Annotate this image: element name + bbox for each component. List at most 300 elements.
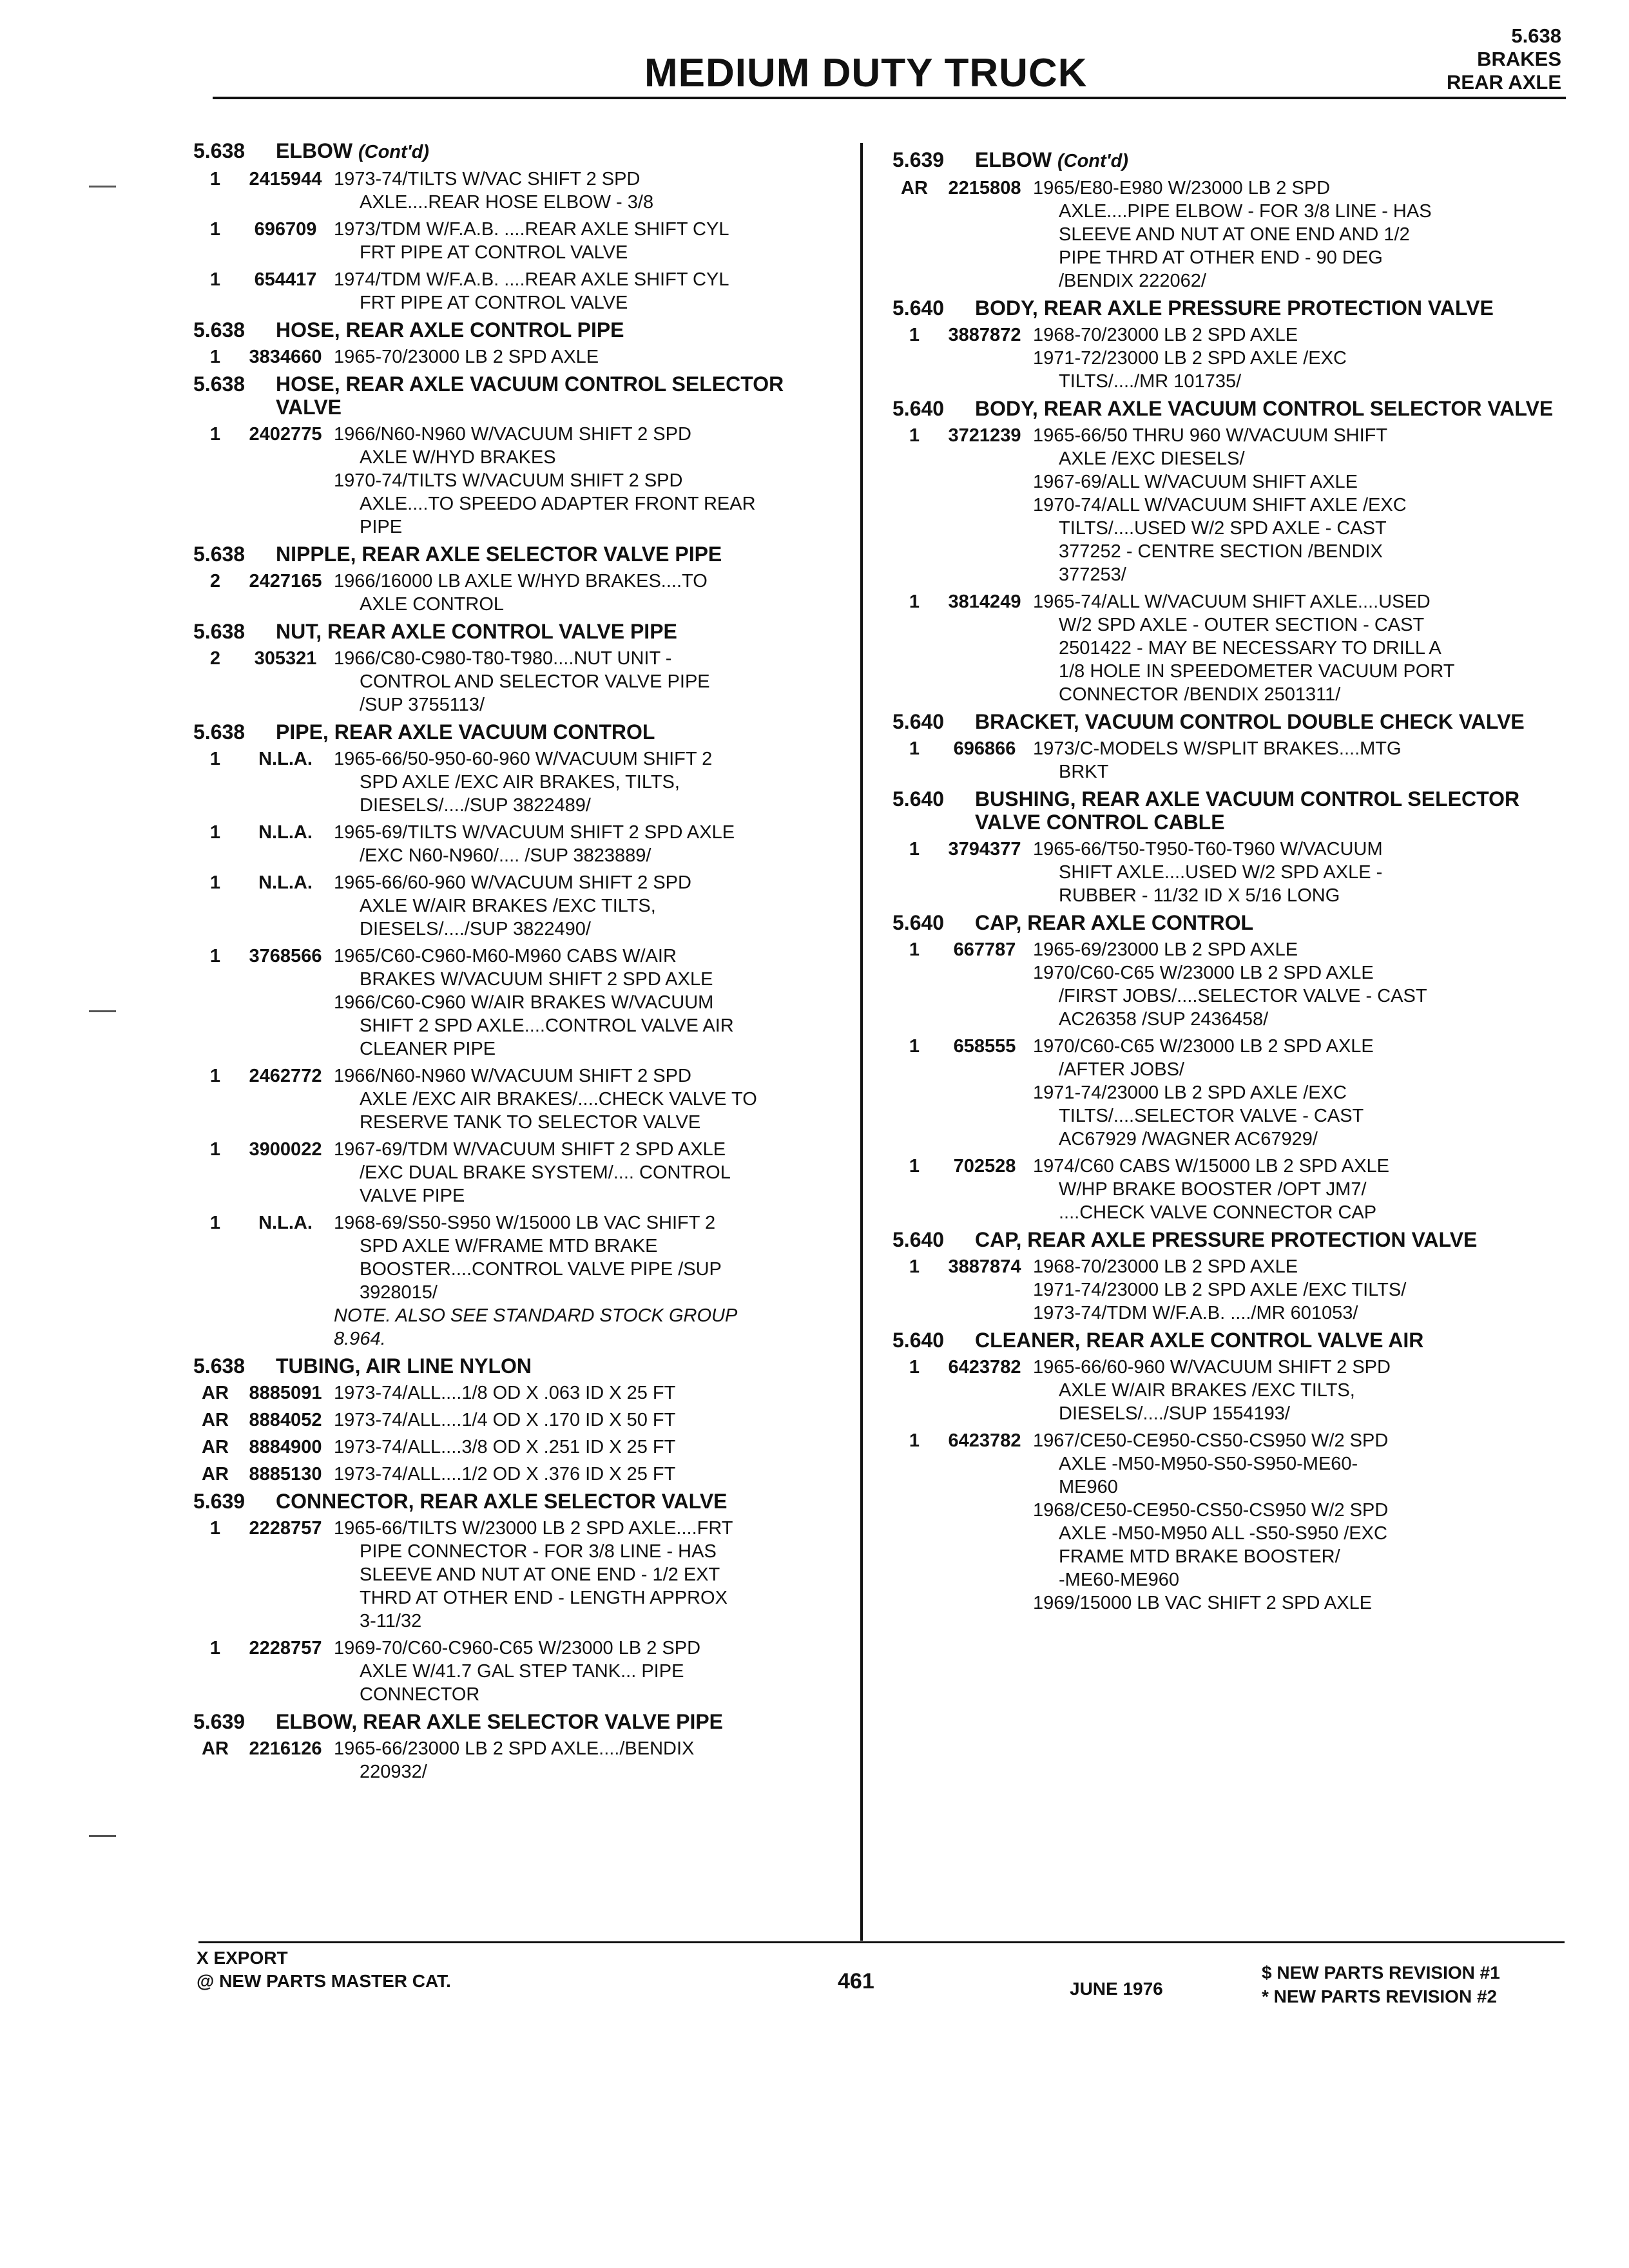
catalog-section <box>892 1228 1563 1325</box>
section-title <box>193 1490 851 1513</box>
header-section-code: 5.638 <box>1511 24 1561 47</box>
description-line: 1973-74/ALL....1/4 OD X .170 ID X 50 FT <box>334 1410 676 1430</box>
description-line: AXLE W/AIR BRAKES /EXC TILTS, <box>360 896 656 916</box>
part-quantity: 1 <box>209 1066 221 1086</box>
section-title <box>193 543 851 566</box>
part-number: 2415944 <box>249 169 322 189</box>
part-number: 696866 <box>953 738 1016 759</box>
part-description <box>334 647 851 716</box>
section-number: 5.639 <box>892 148 945 171</box>
part-entry <box>193 1211 851 1350</box>
part-description <box>1033 590 1563 706</box>
description-line: 1965-66/60-960 W/VACUUM SHIFT 2 SPD <box>334 872 691 893</box>
section-title <box>892 787 1563 834</box>
section-name <box>276 139 851 164</box>
description-line: 1968/CE50-CE950-CS50-CS950 W/2 SPD <box>1033 1500 1389 1521</box>
description-line: CONTROL AND SELECTOR VALVE PIPE <box>360 671 710 692</box>
part-description <box>1033 838 1563 907</box>
description-line: 1965-66/50-950-60-960 W/VACUUM SHIFT 2 <box>334 749 713 769</box>
description-line: AXLE W/41.7 GAL STEP TANK... PIPE <box>360 1661 684 1682</box>
section-name <box>276 1354 851 1378</box>
catalog-section <box>193 720 851 1350</box>
header-section-info <box>1447 24 1561 94</box>
part-entry <box>193 747 851 817</box>
description-line: 2501422 - MAY BE NECESSARY TO DRILL A <box>1059 638 1441 658</box>
part-entry <box>892 590 1563 706</box>
part-description <box>334 1408 851 1432</box>
description-line: DIESELS/..../SUP 3822489/ <box>360 795 591 816</box>
section-number: 5.638 <box>193 1354 246 1378</box>
part-entry <box>193 945 851 1061</box>
section-name <box>975 710 1563 733</box>
section-title <box>892 296 1563 320</box>
description-line: 1974/TDM W/F.A.B. ....REAR AXLE SHIFT CYL <box>334 269 729 290</box>
catalog-section <box>892 148 1563 293</box>
section-name <box>975 1228 1563 1251</box>
section-name <box>276 720 851 744</box>
part-description <box>1033 938 1563 1031</box>
part-entry <box>193 345 851 369</box>
part-number: N.L.A. <box>258 749 313 769</box>
description-line: FRAME MTD BRAKE BOOSTER/ <box>1059 1546 1340 1567</box>
section-name <box>276 543 851 566</box>
catalog-section <box>892 911 1563 1224</box>
section-number: 5.639 <box>193 1710 246 1733</box>
left-column <box>193 135 851 1787</box>
part-number: 8885091 <box>249 1383 322 1403</box>
part-entry <box>892 838 1563 907</box>
description-line: W/HP BRAKE BOOSTER /OPT JM7/ <box>1059 1179 1367 1200</box>
section-number: 5.639 <box>193 1490 246 1513</box>
description-line: RESERVE TANK TO SELECTOR VALVE <box>360 1112 701 1133</box>
part-quantity: 1 <box>209 1139 221 1160</box>
description-line: VALVE PIPE <box>360 1186 465 1206</box>
description-line: AXLE /EXC DIESELS/ <box>1059 448 1245 469</box>
description-line: 1966/16000 LB AXLE W/HYD BRAKES....TO <box>334 571 708 591</box>
description-line: DIESELS/..../SUP 1554193/ <box>1059 1403 1290 1424</box>
description-line: 1970/C60-C65 W/23000 LB 2 SPD AXLE <box>1033 1036 1374 1057</box>
part-quantity: 1 <box>209 347 221 367</box>
description-line: ME960 <box>1059 1477 1118 1497</box>
part-quantity: 1 <box>209 269 221 290</box>
section-name-text: HOSE, REAR AXLE CONTROL PIPE <box>276 318 624 341</box>
part-number: 6423782 <box>948 1430 1021 1451</box>
section-title <box>193 620 851 643</box>
part-quantity: 1 <box>909 738 920 759</box>
section-number: 5.640 <box>892 710 945 733</box>
part-description <box>1033 1255 1563 1325</box>
description-line: 1973/C-MODELS W/SPLIT BRAKES....MTG <box>1033 738 1402 759</box>
footer-revision-1: $ NEW PARTS REVISION #1 <box>1262 1963 1500 1983</box>
section-name <box>276 1710 851 1733</box>
description-line: 1965-66/TILTS W/23000 LB 2 SPD AXLE....FRT <box>334 1518 733 1539</box>
part-description <box>334 1517 851 1633</box>
part-quantity: 1 <box>909 1357 920 1378</box>
description-line: /EXC DUAL BRAKE SYSTEM/.... CONTROL <box>360 1162 731 1183</box>
description-line: 1965-70/23000 LB 2 SPD AXLE <box>334 347 599 367</box>
description-line: 1965-74/ALL W/VACUUM SHIFT AXLE....USED <box>1033 591 1431 612</box>
part-description <box>334 268 851 314</box>
catalog-section <box>892 397 1563 706</box>
description-line: 1970/C60-C65 W/23000 LB 2 SPD AXLE <box>1033 963 1374 983</box>
part-description <box>334 945 851 1061</box>
part-entry <box>892 177 1563 293</box>
part-quantity: AR <box>202 1383 229 1403</box>
part-quantity: AR <box>901 178 928 198</box>
section-name-text: PIPE, REAR AXLE VACUUM CONTROL <box>276 720 655 744</box>
footer-master-note: @ NEW PARTS MASTER CAT. <box>197 1971 451 1991</box>
section-name <box>276 372 851 419</box>
part-description <box>334 423 851 539</box>
part-description <box>334 1436 851 1459</box>
description-line: 220932/ <box>360 1762 427 1782</box>
part-description <box>334 1211 851 1350</box>
section-name-text: ELBOW <box>276 139 353 162</box>
part-entry <box>193 871 851 941</box>
part-description <box>1033 737 1563 783</box>
description-line: /SUP 3755113/ <box>360 695 485 715</box>
description-line: 1/8 HOLE IN SPEEDOMETER VACUUM PORT <box>1059 661 1455 682</box>
description-line: 1965-69/23000 LB 2 SPD AXLE <box>1033 939 1298 960</box>
section-title <box>193 139 851 164</box>
description-line: 1965-66/60-960 W/VACUUM SHIFT 2 SPD <box>1033 1357 1391 1378</box>
part-entry <box>193 647 851 716</box>
description-line: 1973-74/ALL....1/2 OD X .376 ID X 25 FT <box>334 1464 676 1485</box>
section-title <box>892 1329 1563 1352</box>
description-line: FRT PIPE AT CONTROL VALVE <box>360 293 628 313</box>
part-quantity: 1 <box>909 591 920 612</box>
description-line: PIPE THRD AT OTHER END - 90 DEG <box>1059 247 1383 268</box>
section-name <box>975 911 1563 934</box>
catalog-section <box>193 620 851 716</box>
part-quantity: 1 <box>209 749 221 769</box>
section-name <box>276 318 851 341</box>
description-line: 1970-74/TILTS W/VACUUM SHIFT 2 SPD <box>334 470 683 491</box>
part-quantity: 1 <box>209 169 221 189</box>
section-name-text: CAP, REAR AXLE PRESSURE PROTECTION VALVE <box>975 1228 1478 1251</box>
part-number: 8885130 <box>249 1464 322 1485</box>
description-line: 377253/ <box>1059 564 1126 585</box>
part-quantity: 1 <box>909 425 920 446</box>
part-number: N.L.A. <box>258 872 313 893</box>
section-number: 5.640 <box>892 911 945 934</box>
description-line: 1973-74/ALL....1/8 OD X .063 ID X 25 FT <box>334 1383 676 1403</box>
description-line: AXLE W/AIR BRAKES /EXC TILTS, <box>1059 1380 1355 1401</box>
part-entry <box>193 218 851 264</box>
part-number: N.L.A. <box>258 1213 313 1233</box>
catalog-section <box>193 318 851 369</box>
part-quantity: 1 <box>909 839 920 860</box>
section-title <box>892 148 1563 173</box>
description-line: AXLE....PIPE ELBOW - FOR 3/8 LINE - HAS <box>1059 201 1432 222</box>
part-description <box>334 1064 851 1134</box>
part-number: 2215808 <box>948 178 1021 198</box>
part-description <box>1033 1155 1563 1224</box>
part-entry <box>892 1035 1563 1151</box>
part-description <box>334 1737 851 1783</box>
section-number: 5.638 <box>193 139 246 162</box>
description-line: 1965/E80-E980 W/23000 LB 2 SPD <box>1033 178 1331 198</box>
description-line: 3928015/ <box>360 1282 438 1303</box>
part-description <box>334 1381 851 1405</box>
section-number: 5.640 <box>892 397 945 420</box>
part-number: N.L.A. <box>258 822 313 843</box>
description-line: FRT PIPE AT CONTROL VALVE <box>360 242 628 263</box>
description-line: 1968-69/S50-S950 W/15000 LB VAC SHIFT 2 <box>334 1213 716 1233</box>
column-divider <box>860 143 863 1941</box>
header-category: BRAKES <box>1477 48 1561 70</box>
part-quantity: 1 <box>209 1638 221 1658</box>
section-name <box>975 1329 1563 1352</box>
part-number: 702528 <box>953 1156 1016 1177</box>
part-quantity: 1 <box>909 1156 920 1177</box>
description-line: CONNECTOR /BENDIX 2501311/ <box>1059 684 1341 705</box>
part-entry <box>193 168 851 214</box>
part-entry <box>193 1737 851 1783</box>
description-line: 1973/TDM W/F.A.B. ....REAR AXLE SHIFT CYL <box>334 219 729 240</box>
part-entry <box>193 1064 851 1134</box>
part-number: 3887874 <box>948 1256 1021 1277</box>
margin-tick <box>89 1010 116 1012</box>
section-title <box>193 720 851 744</box>
part-number: 3887872 <box>948 325 1021 345</box>
section-name <box>975 296 1563 320</box>
description-line: 1968-70/23000 LB 2 SPD AXLE <box>1033 1256 1298 1277</box>
description-line: -ME60-ME960 <box>1059 1570 1179 1590</box>
part-entry <box>892 737 1563 783</box>
section-number: 5.638 <box>193 372 246 396</box>
part-description <box>334 871 851 941</box>
section-number: 5.638 <box>193 620 246 643</box>
description-line: 1967/CE50-CE950-CS50-CS950 W/2 SPD <box>1033 1430 1389 1451</box>
description-line: TILTS/....SELECTOR VALVE - CAST <box>1059 1106 1364 1126</box>
part-quantity: AR <box>202 1464 229 1485</box>
part-quantity: 1 <box>209 1518 221 1539</box>
page-number: 461 <box>838 1969 874 1994</box>
description-line: 1971-72/23000 LB 2 SPD AXLE /EXC <box>1033 348 1347 369</box>
part-entry <box>193 1436 851 1459</box>
description-line: 1965-66/T50-T950-T60-T960 W/VACUUM <box>1033 839 1383 860</box>
part-number: 654417 <box>254 269 317 290</box>
section-name-text: BODY, REAR AXLE PRESSURE PROTECTION VALVE <box>975 296 1494 320</box>
part-description <box>1033 1356 1563 1425</box>
section-name-text: BUSHING, REAR AXLE VACUUM CONTROL SELECTOR VALVE CONTROL CABLE <box>975 787 1520 834</box>
part-entry <box>193 268 851 314</box>
part-number: 8884052 <box>249 1410 322 1430</box>
part-entry <box>892 938 1563 1031</box>
part-number: 3834660 <box>249 347 322 367</box>
part-quantity: 1 <box>209 1213 221 1233</box>
description-line: PIPE CONNECTOR - FOR 3/8 LINE - HAS <box>360 1541 717 1562</box>
description-line: 1973-74/TILTS W/VAC SHIFT 2 SPD <box>334 169 641 189</box>
part-quantity: 1 <box>909 1256 920 1277</box>
footer-date: JUNE 1976 <box>1070 1979 1163 1999</box>
part-entry <box>892 323 1563 393</box>
section-name-text: TUBING, AIR LINE NYLON <box>276 1354 532 1378</box>
part-number: 658555 <box>953 1036 1016 1057</box>
description-line: BOOSTER....CONTROL VALVE PIPE /SUP <box>360 1259 722 1280</box>
description-line: TILTS/..../MR 101735/ <box>1059 371 1242 392</box>
description-line: /EXC N60-N960/.... /SUP 3823889/ <box>360 845 651 866</box>
description-line: 1969/15000 LB VAC SHIFT 2 SPD AXLE <box>1033 1593 1373 1613</box>
section-number: 5.640 <box>892 1228 945 1251</box>
section-name-suffix: (Cont'd) <box>1057 151 1128 171</box>
catalog-section <box>193 543 851 616</box>
part-entry <box>193 1637 851 1706</box>
description-line: AXLE -M50-M950-S50-S950-ME60- <box>1059 1454 1358 1474</box>
catalog-section <box>892 1329 1563 1615</box>
part-quantity: AR <box>202 1410 229 1430</box>
description-note: 8.964. <box>334 1329 386 1349</box>
part-quantity: 1 <box>209 219 221 240</box>
part-entry <box>892 1429 1563 1615</box>
description-line: BRKT <box>1059 762 1109 782</box>
part-entry <box>193 570 851 616</box>
part-description <box>1033 424 1563 586</box>
description-line: AXLE /EXC AIR BRAKES/....CHECK VALVE TO <box>360 1089 757 1110</box>
right-column <box>892 144 1563 1619</box>
part-quantity: 1 <box>209 424 221 445</box>
section-name-text: ELBOW, REAR AXLE SELECTOR VALVE PIPE <box>276 1710 724 1733</box>
part-quantity: 1 <box>909 1036 920 1057</box>
description-line: 1969-70/C60-C960-C65 W/23000 LB 2 SPD <box>334 1638 701 1658</box>
section-name-text: NUT, REAR AXLE CONTROL VALVE PIPE <box>276 620 677 643</box>
description-line: 1973-74/TDM W/F.A.B. ..../MR 601053/ <box>1033 1303 1358 1323</box>
section-name-text: BODY, REAR AXLE VACUUM CONTROL SELECTOR VALVE <box>975 397 1554 420</box>
part-description <box>334 345 851 369</box>
description-line: TILTS/....USED W/2 SPD AXLE - CAST <box>1059 518 1387 539</box>
footer-revision-2: * NEW PARTS REVISION #2 <box>1262 1986 1498 2006</box>
part-entry <box>892 1155 1563 1224</box>
section-name-text: NIPPLE, REAR AXLE SELECTOR VALVE PIPE <box>276 543 722 566</box>
section-name <box>975 148 1563 173</box>
description-line: SPD AXLE W/FRAME MTD BRAKE <box>360 1236 658 1256</box>
description-line: 1968-70/23000 LB 2 SPD AXLE <box>1033 325 1298 345</box>
catalog-section <box>193 139 851 314</box>
part-quantity: 1 <box>209 946 221 966</box>
part-quantity: 2 <box>209 648 221 669</box>
description-line: 1965-66/23000 LB 2 SPD AXLE..../BENDIX <box>334 1738 695 1759</box>
description-line: 1965-66/50 THRU 960 W/VACUUM SHIFT <box>1033 425 1388 446</box>
part-number: 3721239 <box>948 425 1021 446</box>
catalog-section <box>892 787 1563 907</box>
part-entry <box>193 1517 851 1633</box>
description-line: /FIRST JOBS/....SELECTOR VALVE - CAST <box>1059 986 1427 1006</box>
description-line: 1970-74/ALL W/VACUUM SHIFT AXLE /EXC <box>1033 495 1407 515</box>
section-name <box>276 1490 851 1513</box>
description-line: AXLE CONTROL <box>360 594 504 615</box>
part-description <box>334 1138 851 1207</box>
section-title <box>892 710 1563 733</box>
part-entry <box>193 1381 851 1405</box>
part-description <box>334 1463 851 1486</box>
description-line: ....CHECK VALVE CONNECTOR CAP <box>1059 1202 1377 1223</box>
description-line: AXLE -M50-M950 ALL -S50-S950 /EXC <box>1059 1523 1387 1544</box>
part-entry <box>892 424 1563 586</box>
part-number: 2216126 <box>249 1738 322 1759</box>
part-quantity: 1 <box>209 822 221 843</box>
margin-tick <box>89 186 116 187</box>
part-number: 3768566 <box>249 946 322 966</box>
catalog-section <box>193 372 851 539</box>
part-description <box>334 1637 851 1706</box>
catalog-section <box>193 1354 851 1486</box>
section-title <box>193 318 851 341</box>
part-number: 2228757 <box>249 1638 322 1658</box>
section-title <box>193 1354 851 1378</box>
section-number: 5.640 <box>892 1329 945 1352</box>
catalog-section <box>193 1710 851 1783</box>
catalog-section <box>193 1490 851 1706</box>
description-line: SHIFT 2 SPD AXLE....CONTROL VALVE AIR <box>360 1015 734 1036</box>
description-line: /BENDIX 222062/ <box>1059 271 1206 291</box>
description-line: 3-11/32 <box>360 1611 422 1631</box>
section-number: 5.638 <box>193 318 246 341</box>
part-description <box>334 570 851 616</box>
description-line: 1965/C60-C960-M60-M960 CABS W/AIR <box>334 946 677 966</box>
part-number: 3900022 <box>249 1139 322 1160</box>
section-name <box>975 397 1563 420</box>
part-entry <box>193 821 851 867</box>
part-quantity: 1 <box>909 325 920 345</box>
part-number: 305321 <box>254 648 317 669</box>
section-name-text: CLEANER, REAR AXLE CONTROL VALVE AIR <box>975 1329 1424 1352</box>
part-entry <box>193 1408 851 1432</box>
part-description <box>334 821 851 867</box>
catalog-section <box>892 710 1563 783</box>
part-description <box>1033 323 1563 393</box>
description-line: AXLE....TO SPEEDO ADAPTER FRONT REAR <box>360 494 756 514</box>
part-number: 8884900 <box>249 1437 322 1457</box>
part-description <box>334 747 851 817</box>
description-line: 1971-74/23000 LB 2 SPD AXLE /EXC <box>1033 1082 1347 1103</box>
part-entry <box>193 423 851 539</box>
footer-export-note: X EXPORT <box>197 1948 288 1968</box>
description-line: 1967-69/ALL W/VACUUM SHIFT AXLE <box>1033 472 1358 492</box>
description-line: AC26358 /SUP 2436458/ <box>1059 1009 1269 1030</box>
part-quantity: 1 <box>909 1430 920 1451</box>
description-line: /AFTER JOBS/ <box>1059 1059 1184 1080</box>
description-line: SHIFT AXLE....USED W/2 SPD AXLE - <box>1059 862 1383 883</box>
section-title <box>193 1710 851 1733</box>
description-note: NOTE. ALSO SEE STANDARD STOCK GROUP <box>334 1305 738 1326</box>
description-line: 1973-74/ALL....3/8 OD X .251 ID X 25 FT <box>334 1437 676 1457</box>
description-line: W/2 SPD AXLE - OUTER SECTION - CAST <box>1059 615 1425 635</box>
description-line: SLEEVE AND NUT AT ONE END - 1/2 EXT <box>360 1564 720 1585</box>
part-number: 3814249 <box>948 591 1021 612</box>
part-entry <box>892 1255 1563 1325</box>
part-number: 2228757 <box>249 1518 322 1539</box>
section-name-text: CONNECTOR, REAR AXLE SELECTOR VALVE <box>276 1490 728 1513</box>
section-title <box>892 1228 1563 1251</box>
part-entry <box>193 1463 851 1486</box>
part-description <box>1033 177 1563 293</box>
part-quantity: 1 <box>209 872 221 893</box>
description-line: 1966/N60-N960 W/VACUUM SHIFT 2 SPD <box>334 424 691 445</box>
description-line: AC67929 /WAGNER AC67929/ <box>1059 1129 1318 1149</box>
header-rule <box>213 97 1566 99</box>
description-line: THRD AT OTHER END - LENGTH APPROX <box>360 1588 728 1608</box>
description-line: SPD AXLE /EXC AIR BRAKES, TILTS, <box>360 772 680 793</box>
section-name <box>276 620 851 643</box>
section-number: 5.640 <box>892 787 945 811</box>
section-name-text: HOSE, REAR AXLE VACUUM CONTROL SELECTOR VALVE <box>276 372 784 419</box>
description-line: AXLE....REAR HOSE ELBOW - 3/8 <box>360 192 654 213</box>
part-entry <box>193 1138 851 1207</box>
section-title <box>892 911 1563 934</box>
part-number: 2402775 <box>249 424 322 445</box>
catalog-section <box>892 296 1563 393</box>
